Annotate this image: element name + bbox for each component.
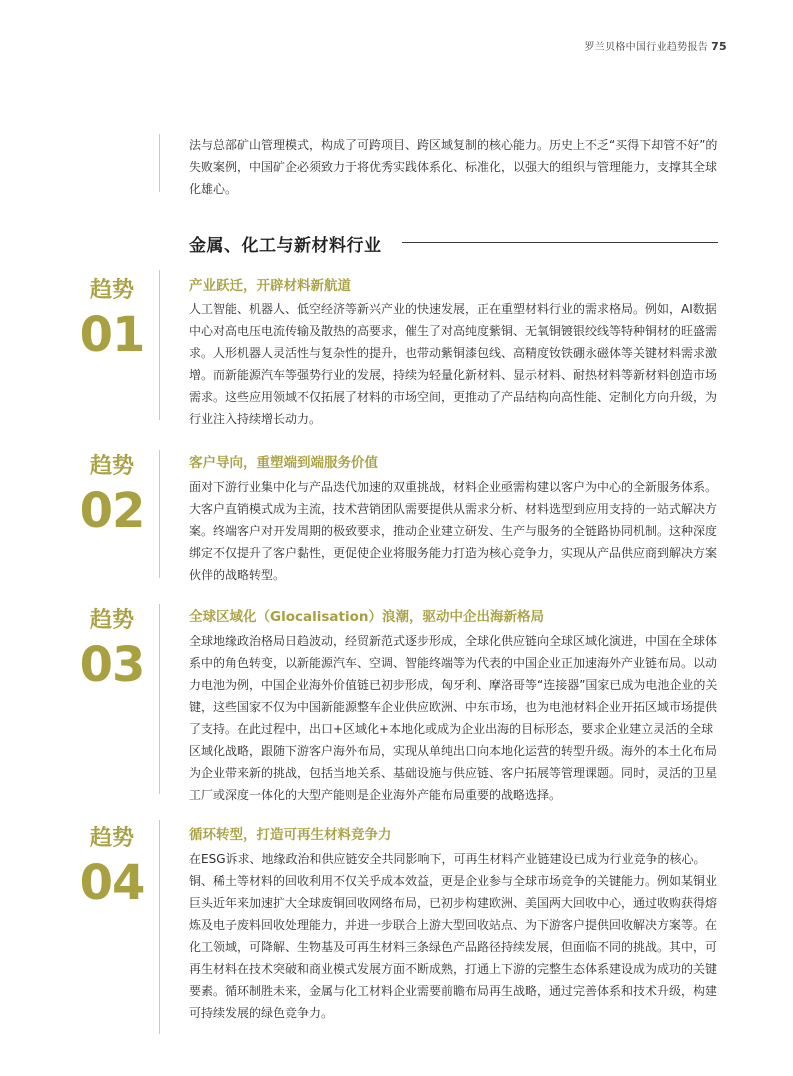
section-rule	[402, 242, 718, 243]
trend-title: 循环转型，打造可再生材料竞争力	[189, 827, 392, 843]
trend-title: 客户导向，重塑端到端服务价值	[189, 455, 378, 471]
trend-number: 01	[79, 307, 145, 363]
page-number: 75	[711, 40, 727, 53]
intro-divider	[159, 134, 160, 192]
intro-paragraph: 法与总部矿山管理模式，构成了可跨项目、跨区域复制的核心能力。历史上不乏“买得下却管不好”的失败案例，中国矿企必须致力于将优秀实践体系化、标准化，以强大的组织与管理能力，支撑其全球化雄心。	[189, 138, 718, 196]
trend-number: 03	[79, 637, 145, 693]
trend-label: 趋势	[89, 826, 134, 851]
trend-divider	[159, 270, 160, 420]
trend-divider	[159, 604, 160, 794]
trend-label: 趋势	[89, 278, 134, 303]
trend-body: 全球地缘政治格局日趋波动，经贸新范式逐步形成，全球化供应链向全球区域化演进，中国在全球体系中的角色转变，以新能源汽车、空调、智能终端等为代表的中国企业正加速海外产业链布局。以动力电池为例，中国企业海外价值链已初步形成，匈牙利、摩洛哥等“连接器”国家已成为电池企业的关键，这些国家不仅为中国新能源整车企业供应欧洲、中东市场，也为电池材料企业开拓区域市场提供了支持。在此过程中，出口+区域化+本地化或成为企业出海的目标形态，要求企业建立灵活的全球区域化战略，跟随下游客户海外布局，实现从单纯出口向本地化运营的转型升级。海外的本土化布局为企业带来新的挑战，包括当地关系、基础设施与供应链、客户拓展等管理课题。同时，灵活的卫星工厂或深度一体化的大型产能则是企业海外产能布局重要的战略选择。	[189, 634, 718, 802]
trend-number: 02	[79, 483, 145, 539]
section-title: 金属、化工与新材料行业	[189, 236, 382, 256]
trend-divider	[159, 450, 160, 578]
trend-title: 全球区域化（Glocalisation）浪潮，驱动中企出海新格局	[189, 609, 544, 625]
trend-title: 产业跃迁，开辟材料新航道	[189, 278, 351, 294]
trend-body: 人工智能、机器人、低空经济等新兴产业的快速发展，正在重塑材料行业的需求格局。例如，AI数据中心对高电压电流传输及散热的高要求，催生了对高纯度紫铜、无氧铜镀银绞线等特种铜材的旺盛需求。人形机器人灵活性与复杂性的提升，也带动紫铜漆包线、高精度钕铁硼永磁体等关键材料需求激增。而新能源汽车等强势行业的发展，持续为轻量化新材料、显示材料、耐热材料等新材料创造市场需求。这些应用领域不仅拓展了材料的市场空间，更推动了产品结构向高性能、定制化方向升级，为行业注入持续增长动力。	[189, 302, 718, 426]
trend-body: 在ESG诉求、地缘政治和供应链安全共同影响下，可再生材料产业链建设已成为行业竞争的核心。铜、稀土等材料的回收利用不仅关乎成本效益，更是企业参与全球市场竞争的关键能力。例如某铜业巨头近年来加速扩大全球废铜回收网络布局，已初步构建欧洲、美国两大回收中心，通过收购获得熔炼及电子废料回收处理能力，并进一步联合上游大型回收站点、为下游客户提供回收解决方案等。在化工领域，可降解、生物基及可再生材料三条绿色产品路径持续发展，但面临不同的挑战。其中，可再生材料在技术突破和商业模式发展方面不断成熟，打通上下游的完整生态体系建设成为成功的关键要素。循环制胜未来，金属与化工材料企业需要前瞻布局再生战略，通过完善体系和技术升级，构建可持续发展的绿色竞争力。	[189, 852, 718, 1020]
trend-label: 趋势	[89, 608, 134, 633]
trend-body: 面对下游行业集中化与产品迭代加速的双重挑战，材料企业亟需构建以客户为中心的全新服务体系。大客户直销模式成为主流，技术营销团队需要提供从需求分析、材料选型到应用支持的一站式解决方案。终端客户对开发周期的极致要求，推动企业建立研发、生产与服务的全链路协同机制。这种深度绑定不仅提升了客户黏性，更促使企业将服务能力打造为核心竞争力，实现从产品供应商到解决方案伙伴的战略转型。	[189, 480, 718, 582]
trend-number: 04	[79, 855, 145, 911]
page-header	[584, 38, 727, 53]
report-title: 罗兰贝格中国行业趋势报告	[584, 42, 709, 53]
trend-divider	[159, 820, 160, 1034]
trend-label: 趋势	[89, 454, 134, 479]
